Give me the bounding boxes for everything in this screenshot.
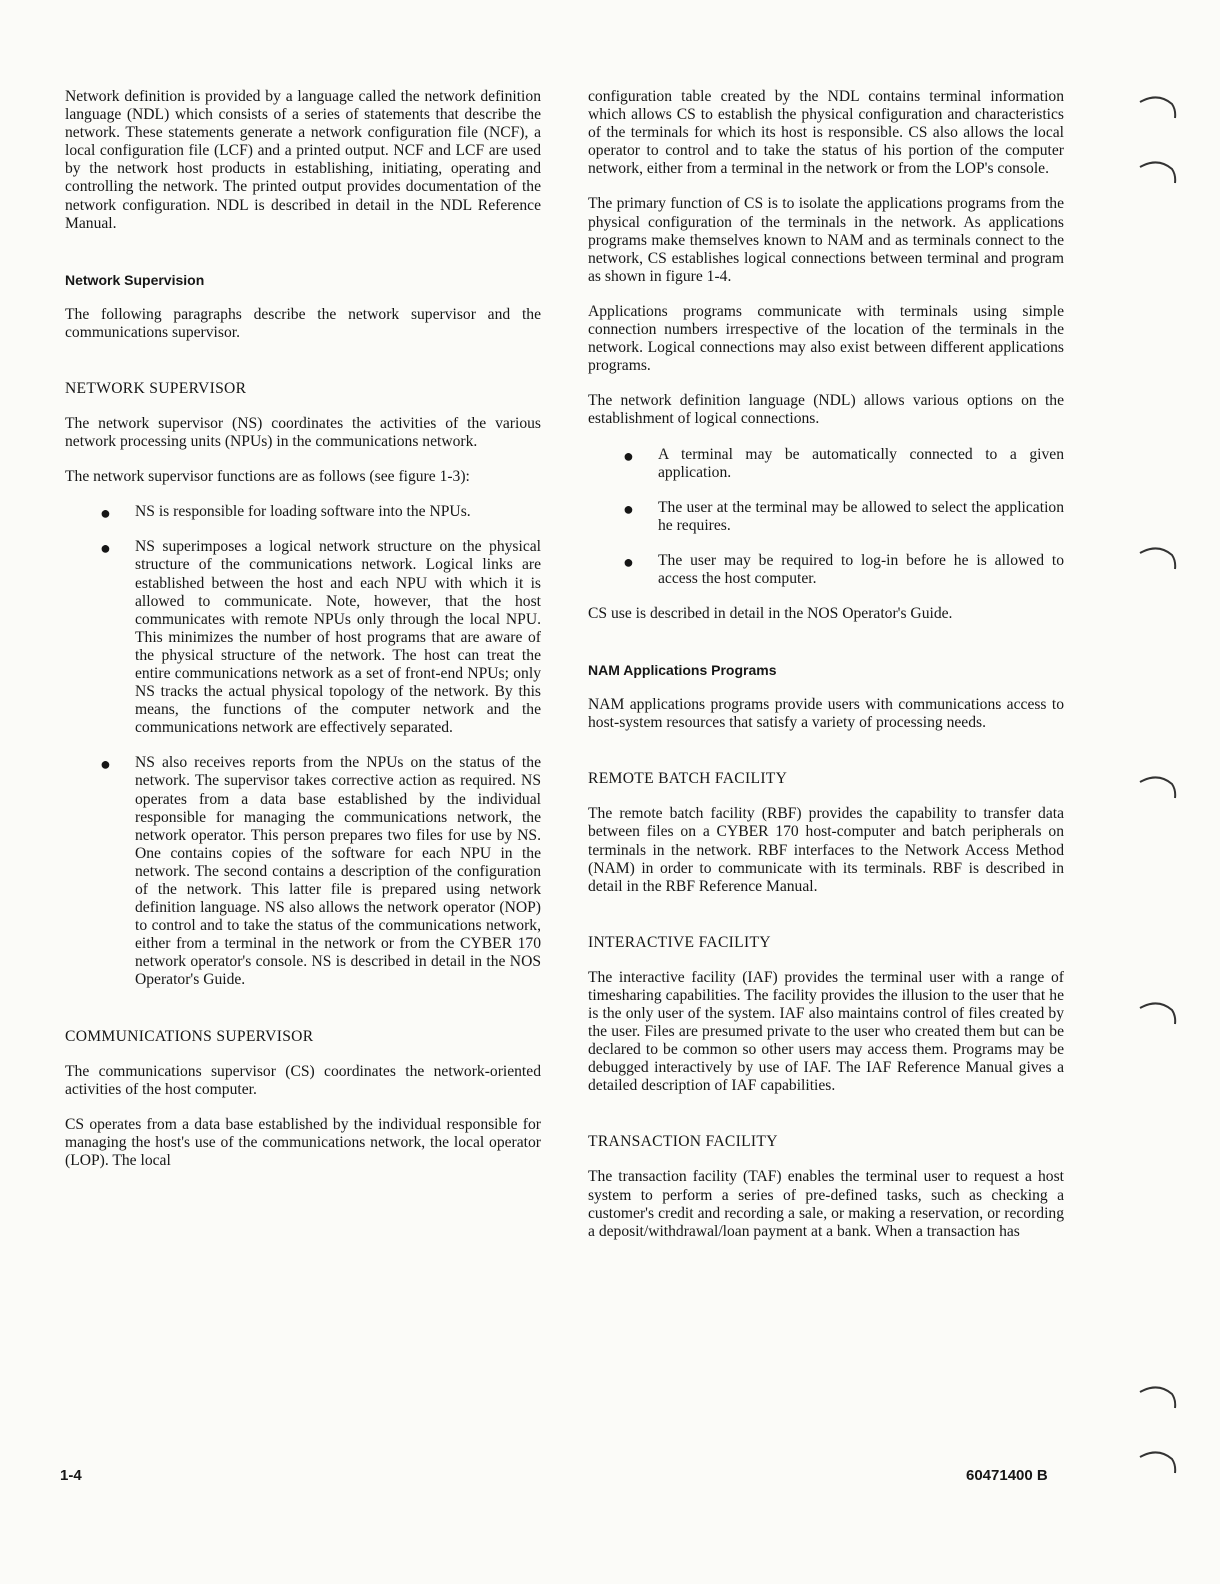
- network-supervisor-p2: The network supervisor functions are as follows (see figure 1-3):: [65, 468, 470, 486]
- taf-heading: TRANSACTION FACILITY: [588, 1133, 778, 1151]
- page-number: 1-4: [60, 1467, 82, 1484]
- binder-hole-mark: [1138, 1382, 1178, 1412]
- ndl-options-paragraph: The network definition language (NDL) allows various options on the establishment of logical connections.: [588, 392, 1064, 428]
- connection-options-list: [588, 446, 1064, 589]
- rbf-text: The remote batch facility (RBF) provides the capability to transfer data between files on a CYBER 170 host-computer and batch peripherals on terminals in the network. RBF interfaces to the Network Access Method (NAM) in order to communicate with its terminals. RBF is described in detail in the RBF Reference Manual.: [588, 805, 1064, 895]
- network-supervision-heading: Network Supervision: [65, 271, 205, 288]
- bullet-icon: ●: [623, 445, 634, 466]
- applications-paragraph: Applications programs communicate with terminals using simple connection numbers irrespective of the location of the terminals in the network. Logical connections may also exist between different applications programs.: [588, 302, 1064, 375]
- taf-text: The transaction facility (TAF) enables the terminal user to request a host system to perform a series of pre-defined tasks, such as checking a customer's credit and recording a sale, or making a reservation, or recording a deposit/withdrawal/loan payment at a bank. When a transaction has: [588, 1168, 1064, 1240]
- network-supervision-text: The following paragraphs describe the network supervisor and the communications supervisor.: [65, 305, 541, 341]
- document-number: 60471400 B: [966, 1467, 1048, 1484]
- right-column: [588, 88, 1064, 1258]
- nam-heading: NAM Applications Programs: [588, 662, 777, 679]
- cs-use-paragraph: CS use is described in detail in the NOS Operator's Guide.: [588, 605, 953, 623]
- iaf-heading: INTERACTIVE FACILITY: [588, 933, 771, 951]
- list-item: ● NS is responsible for loading software into the NPUs.: [100, 503, 471, 524]
- binder-hole-mark: [1138, 92, 1178, 122]
- list-item: ● A terminal may be automatically connected to a given application.: [623, 445, 1064, 481]
- left-column: [65, 88, 541, 1187]
- bullet-icon: ●: [623, 498, 634, 519]
- list-item: ● NS also receives reports from the NPUs on the status of the network. The supervisor takes corrective action as required. NS operates from a data base established by the individual responsible for managing the communications network, the network operator. This person prepares two files for use by NS. One contains copies of the software for each NPU in the network. The second contains a description of the configuration of the network. This latter file is prepared using network definition language. NS also allows the network operator (NOP) to control and to take the status of the communications network, either from a terminal in the network or from the CYBER 170 network operator's console. NS is described in detail in the NOS Operator's Guide.: [100, 754, 541, 989]
- binder-hole-mark: [1138, 998, 1178, 1028]
- intro-paragraph: Network definition is provided by a language called the network definition language (NDL) which consists of a series of statements that describe the network. These statements generate a network configuration file (NCF), a local configuration file (LCF) and a printed output. NCF and LCF are used by the network host products in establishing, initiating, operating and controlling the network. The printed output provides documentation of the network configuration. NDL is described in detail in the NDL Reference Manual.: [65, 88, 541, 232]
- binder-hole-mark: [1138, 157, 1178, 187]
- binder-hole-mark: [1138, 772, 1178, 802]
- list-item: ● NS superimposes a logical network structure on the physical structure of the communications network. Logical links are established between the host and each NPU with which it is allowed to communicate. Note, however, that the host communicates with remote NPUs only through the local NPU. This minimizes the number of host programs that are aware of the physical structure of the network. The host can treat the entire communications network as a set of front-end NPUs; only NS tracks the actual physical topology of the network. By this means, the functions of the computer network and the communications network are effectively separated.: [100, 538, 541, 737]
- continued-paragraph: configuration table created by the NDL contains terminal information which allows CS to establish the physical configuration and characteristics of the terminals for which its host is responsible. CS also allows the local operator to control and to take the status of his portion of the computer network, either from a terminal in the network or from the LOP's console.: [588, 88, 1064, 178]
- communications-supervisor-p2: CS operates from a data base established by the individual responsible for managing the host's use of the communications network, the local operator (LOP). The local: [65, 1115, 541, 1169]
- ns-function-list: [65, 503, 541, 989]
- bullet-icon: ●: [100, 503, 111, 524]
- communications-supervisor-heading: COMMUNICATIONS SUPERVISOR: [65, 1027, 314, 1045]
- binder-hole-mark: [1138, 1447, 1178, 1477]
- network-supervisor-heading: NETWORK SUPERVISOR: [65, 379, 247, 397]
- rbf-heading: REMOTE BATCH FACILITY: [588, 770, 788, 788]
- bullet-icon: ●: [623, 551, 634, 572]
- iaf-text: The interactive facility (IAF) provides the terminal user with a range of timesharing capabilities. The facility provides the illusion to the user that he is the only user of the system. IAF also maintains control of files created by the user. Files are presumed private to the user who created them but can be declared to be common so other users may access them. Programs may be debugged interactively by use of IAF. The IAF Reference Manual gives a detailed description of IAF capabilities.: [588, 968, 1064, 1095]
- primary-function-paragraph: The primary function of CS is to isolate the applications programs from the physical configuration of the terminals in the network. As applications programs make themselves known to NAM and as terminals connect to the network, CS establishes logical connections between terminal and program as shown in figure 1-4.: [588, 195, 1064, 285]
- network-supervisor-p1: The network supervisor (NS) coordinates the activities of the various network processing units (NPUs) in the communications network.: [65, 414, 541, 451]
- nam-text: NAM applications programs provide users with communications access to host-system resources that satisfy a variety of processing needs.: [588, 696, 1064, 732]
- bullet-icon: ●: [100, 754, 111, 775]
- list-item: ● The user may be required to log-in before he is allowed to access the host computer.: [623, 551, 1064, 587]
- binder-hole-mark: [1138, 543, 1178, 573]
- communications-supervisor-p1: The communications supervisor (CS) coordinates the network-oriented activities of the host computer.: [65, 1062, 541, 1098]
- bullet-icon: ●: [100, 538, 111, 559]
- list-item: ● The user at the terminal may be allowed to select the application he requires.: [623, 498, 1064, 534]
